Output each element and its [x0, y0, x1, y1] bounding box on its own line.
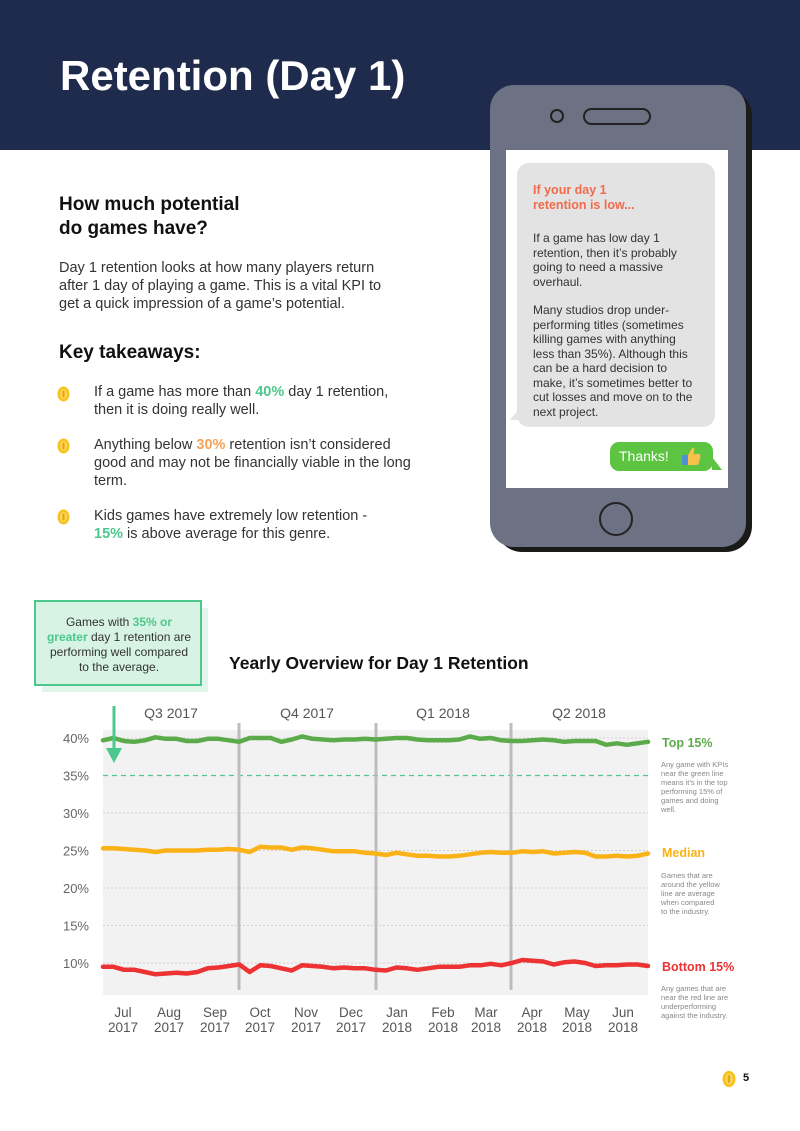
- month-label: Dec: [338, 1005, 364, 1020]
- month-label: Apr: [521, 1005, 543, 1020]
- takeaway-2-highlight: 30%: [196, 437, 226, 453]
- month-label: May: [564, 1005, 590, 1020]
- y-tick-label: 15%: [62, 918, 89, 934]
- month-year-label: 2018: [470, 1020, 502, 1035]
- legend-description-line: against the industry.: [661, 1011, 728, 1020]
- takeaway-2-pre: Anything below: [94, 437, 197, 453]
- callout-line4: to the average.: [78, 660, 160, 674]
- y-tick-label: 20%: [62, 881, 89, 896]
- month-year-label: 2017: [335, 1020, 367, 1035]
- message-line: overhaul.: [533, 274, 583, 289]
- message-title-line2: retention is low...: [533, 198, 635, 212]
- month-label: Oct: [249, 1005, 271, 1020]
- message-line: If a game has low day 1: [533, 231, 660, 245]
- month-year-label: 2018: [516, 1020, 548, 1035]
- month-label: Sep: [202, 1005, 228, 1020]
- y-tick-label: 35%: [62, 768, 89, 784]
- month-year-label: 2017: [290, 1020, 322, 1035]
- y-tick-label: 10%: [62, 956, 89, 971]
- month-year-label: 2018: [427, 1020, 459, 1035]
- message-line: cut losses and move on to the: [533, 390, 693, 404]
- takeaway-1-highlight: 40%: [255, 384, 285, 400]
- legend-description-line: well.: [661, 805, 677, 814]
- message-line: performing titles (sometimes: [533, 317, 684, 332]
- legend-description-line: when compared: [661, 898, 715, 907]
- legend-description-line: to the industry.: [661, 907, 710, 916]
- legend-top-title: Top 15%: [662, 736, 713, 750]
- quarter-label: Q3 2017: [144, 705, 198, 721]
- legend-description-line: Any game with KPIs: [661, 760, 729, 769]
- legend-description-line: around the yellow: [661, 880, 720, 889]
- message-line: less than 35%). Although this: [533, 346, 688, 361]
- intro-line3: get a quick impression of a game’s potential.: [59, 296, 345, 312]
- legend-bottom-description: [661, 984, 741, 1020]
- callout-highlight2: greater: [46, 630, 88, 644]
- takeaway-2-line2: good and may not be financially viable in the long: [94, 455, 411, 471]
- message-line: going to need a massive: [533, 260, 664, 274]
- month-label: Mar: [474, 1005, 498, 1020]
- quarter-label: Q1 2018: [416, 705, 470, 721]
- month-label: Jun: [612, 1005, 634, 1020]
- message-line: retention, then it’s probably: [533, 245, 677, 260]
- y-tick-label: 30%: [62, 806, 89, 821]
- takeaway-3-line1: Kids games have extremely low retention -: [94, 508, 368, 524]
- callout-highlight1: 35% or: [132, 615, 173, 629]
- takeaway-1-line2: then it is doing really well.: [94, 402, 260, 418]
- month-year-label: 2017: [107, 1020, 139, 1035]
- month-year-label: 2018: [381, 1020, 413, 1035]
- takeaway-2-line3: term.: [94, 473, 128, 489]
- message-title-line1: If your day 1: [533, 183, 607, 197]
- month-year-label: 2017: [199, 1020, 231, 1035]
- reply-text: Thanks!: [619, 448, 669, 464]
- month-year-label: 2018: [561, 1020, 593, 1035]
- month-label: Nov: [293, 1005, 319, 1020]
- message-line: make, it’s sometimes better to: [533, 375, 693, 390]
- page-number: 5: [743, 1072, 750, 1084]
- legend-description-line: games and doing: [661, 796, 719, 805]
- intro-line2: after 1 day of playing a game. This is a vital KPI to: [59, 278, 382, 294]
- month-year-label: 2017: [244, 1020, 276, 1035]
- intro-heading-line2: do games have?: [59, 218, 208, 239]
- message-line: killing games with anything: [533, 332, 676, 346]
- month-label: Jan: [386, 1005, 408, 1020]
- legend-median-title: Median: [662, 846, 706, 860]
- takeaway-3-post: is above average for this genre.: [123, 526, 331, 542]
- month-label: Feb: [431, 1005, 455, 1020]
- legend-description-line: near the red line are: [661, 993, 729, 1002]
- callout-line3: performing well compared: [49, 645, 189, 659]
- takeaway-1-post: day 1 retention,: [284, 384, 389, 400]
- message-line: next project.: [533, 404, 599, 419]
- legend-description-line: near the green line: [661, 769, 724, 778]
- legend-description-line: Games that are: [661, 871, 713, 880]
- legend-description-line: Any games that are: [661, 984, 727, 993]
- callout-line1: Games with: [65, 615, 133, 629]
- callout-line2: day 1 retention are: [87, 630, 192, 644]
- quarter-label: Q2 2018: [552, 705, 606, 721]
- legend-top-description: [661, 760, 741, 814]
- intro-heading-line1: How much potential: [59, 194, 240, 215]
- takeaway-3-highlight: 15%: [94, 526, 124, 542]
- page-title: Retention (Day 1): [60, 52, 406, 99]
- takeaway-2-post: retention isn’t considered: [225, 437, 391, 453]
- takeaway-1-pre: If a game has more than: [94, 384, 256, 400]
- coin-icon: [722, 1070, 736, 1088]
- legend-description-line: means it’s in the top: [661, 778, 728, 787]
- month-label: Jul: [114, 1005, 132, 1020]
- message-line: can be a hard decision to: [533, 361, 668, 375]
- month-year-label: 2017: [153, 1020, 185, 1035]
- month-year-label: 2018: [607, 1020, 639, 1035]
- legend-description-line: underperforming: [661, 1002, 717, 1011]
- y-tick-label: 25%: [62, 843, 89, 859]
- legend-bottom-title: Bottom 15%: [662, 960, 735, 974]
- message-line: Many studios drop under-: [533, 303, 670, 317]
- intro-line1: Day 1 retention looks at how many players return: [59, 260, 375, 276]
- quarter-label: Q4 2017: [280, 705, 334, 721]
- legend-description-line: performing 15% of: [661, 787, 723, 796]
- y-tick-label: 40%: [62, 731, 89, 746]
- legend-median-description: [661, 871, 741, 916]
- takeaways-heading: Key takeaways:: [59, 342, 201, 363]
- legend-description-line: line are average: [661, 889, 715, 898]
- month-label: Aug: [156, 1005, 182, 1020]
- chart-title: Yearly Overview for Day 1 Retention: [229, 653, 529, 673]
